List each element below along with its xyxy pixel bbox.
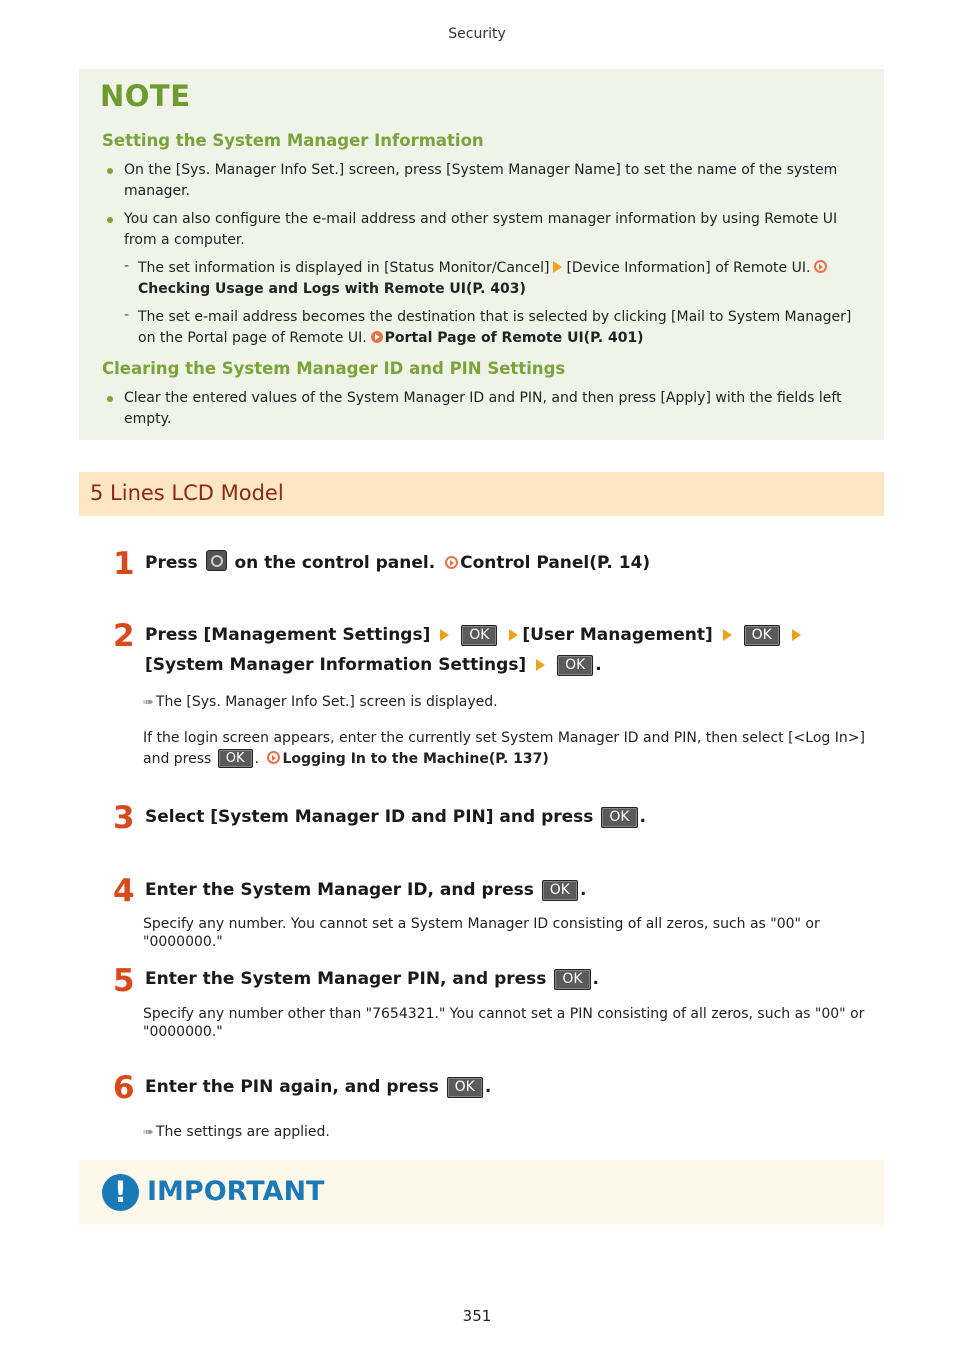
note-sub-item-2 (138, 307, 864, 349)
step-5-instruction (145, 964, 865, 994)
result-arrow-icon: ➠ (143, 1125, 154, 1140)
link-logging-in[interactable]: Logging In to the Machine(P. 137) (282, 751, 549, 767)
ok-key-icon: OK (554, 969, 590, 990)
step-5-text: Enter the System Manager PIN, and press (145, 969, 547, 989)
page-header-section: Security (448, 26, 506, 42)
link-arrow-icon (814, 260, 827, 273)
bullet-dot (107, 168, 113, 174)
step-4-body: Specify any number. You cannot set a System Manager ID consisting of all zeros, such as "00" or "0000000." (143, 916, 820, 950)
step-2-period: . (595, 655, 602, 675)
arrow-right-icon (509, 629, 518, 641)
ok-key-icon: OK (601, 807, 637, 828)
important-box (79, 1160, 884, 1225)
note-box (79, 69, 884, 440)
step-3-period: . (639, 807, 647, 827)
step-2-result (143, 693, 871, 712)
step-number-1: 1 (113, 546, 135, 582)
step-5-period: . (592, 969, 600, 989)
exclamation-icon: ! (102, 1174, 139, 1211)
note-title: NOTE (100, 79, 191, 113)
arrow-right-icon (536, 659, 545, 671)
step-2-text-b: [User Management] (522, 625, 713, 645)
arrow-right-icon (553, 261, 562, 273)
step-number-2: 2 (113, 618, 135, 654)
arrow-right-icon (440, 629, 449, 641)
step-5-body: Specify any number other than "7654321." You cannot set a PIN consisting of all zeros, such as "00" or "0000000." (143, 1006, 865, 1040)
step-2-result-text: The [Sys. Manager Info Set.] screen is displayed. (155, 694, 498, 710)
note-bullet-1: On the [Sys. Manager Info Set.] screen, press [System Manager Name] to set the name of the system manager. (124, 162, 838, 199)
section-bar (79, 472, 884, 516)
dash-marker: - (124, 258, 130, 274)
note-heading-clearing-id-pin: Clearing the System Manager ID and PIN Settings (102, 359, 566, 378)
sub2-text: The set e-mail address becomes the destination that is selected by clicking [Mail to System Manager] on the Portal page of Remote UI. (138, 309, 852, 346)
page-number: 351 (462, 1307, 492, 1325)
step-number-5: 5 (113, 963, 135, 999)
ok-key-icon: OK (557, 655, 593, 676)
step-3-instruction (145, 802, 865, 832)
dash-marker: - (124, 307, 130, 323)
step-1-text-b: on the control panel. (234, 553, 436, 573)
link-arrow-icon (267, 751, 280, 764)
step-2-login-note (143, 728, 871, 770)
important-title: IMPORTANT (147, 1176, 325, 1207)
ok-key-icon: OK (461, 625, 497, 646)
ok-key-icon: OK (542, 880, 578, 901)
step-2-login-text: If the login screen appears, enter the currently set System Manager ID and PIN, then select [<Log In>] and press (143, 730, 865, 767)
step-2-login-period: . (254, 751, 259, 767)
step-6-instruction (145, 1072, 865, 1102)
link-arrow-icon (445, 556, 458, 569)
step-6-period: . (484, 1077, 492, 1097)
step-3-text: Select [System Manager ID and PIN] and press (145, 807, 594, 827)
link-portal-page-remote-ui[interactable]: Portal Page of Remote UI(P. 401) (384, 330, 644, 346)
result-arrow-icon: ➠ (143, 695, 154, 710)
note-bullet-3: Clear the entered values of the System Manager ID and PIN, and then press [Apply] with the fields left empty. (124, 390, 842, 427)
link-arrow-icon (371, 331, 383, 343)
step-2-text-c: [System Manager Information Settings] (145, 655, 527, 675)
section-title: 5 Lines LCD Model (90, 481, 284, 505)
step-number-3: 3 (113, 800, 135, 836)
ok-key-icon: OK (447, 1077, 483, 1098)
note-sub-item-1 (138, 258, 864, 300)
step-6-result (143, 1123, 871, 1142)
sub1-text-b: [Device Information] of Remote UI. (566, 260, 811, 276)
step-4-period: . (579, 880, 587, 900)
link-checking-usage-remote-ui[interactable]: Checking Usage and Logs with Remote UI(P. 403) (138, 281, 526, 297)
step-4-instruction (145, 875, 865, 905)
home-button-icon (206, 550, 227, 571)
step-number-6: 6 (113, 1070, 135, 1106)
bullet-dot (107, 217, 113, 223)
step-1-instruction (145, 548, 865, 578)
step-6-result-text: The settings are applied. (155, 1124, 330, 1140)
link-control-panel[interactable]: Control Panel(P. 14) (460, 553, 651, 573)
step-4-text: Enter the System Manager ID, and press (145, 880, 534, 900)
step-6-text: Enter the PIN again, and press (145, 1077, 439, 1097)
note-heading-system-manager-info: Setting the System Manager Information (102, 131, 484, 150)
step-1-text-a: Press (145, 553, 198, 573)
step-number-4: 4 (113, 873, 135, 909)
ok-key-icon: OK (218, 749, 253, 768)
ok-key-icon: OK (744, 625, 780, 646)
arrow-right-icon (792, 629, 801, 641)
arrow-right-icon (723, 629, 732, 641)
step-2-instruction (145, 620, 865, 680)
bullet-dot (107, 396, 113, 402)
sub1-text-a: The set information is displayed in [Status Monitor/Cancel] (138, 260, 550, 276)
step-2-text-a: Press [Management Settings] (145, 625, 431, 645)
note-bullet-2: You can also configure the e-mail address and other system manager information by using Remote UI from a computer. (124, 211, 838, 248)
